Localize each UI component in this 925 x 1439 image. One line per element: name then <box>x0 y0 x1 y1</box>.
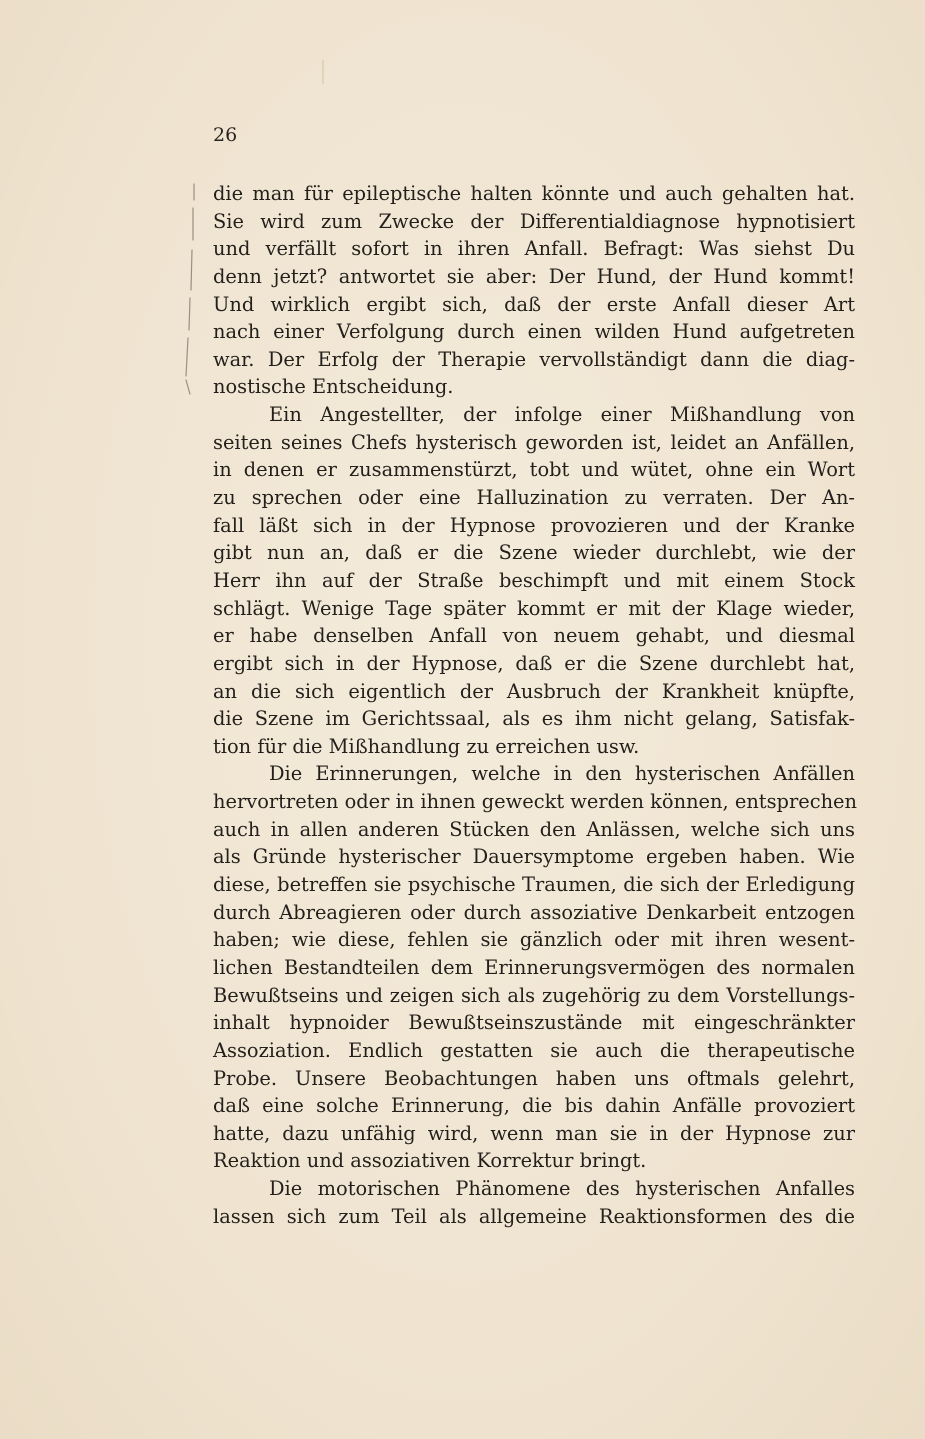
text-line: auch in allen anderen Stücken den Anlässen, welche sich uns <box>213 817 855 841</box>
text-line: diese, betreffen sie psychische Traumen, die sich der Erledigung <box>213 873 855 897</box>
text-line: Reaktion und assoziativen Korrektur bringt. <box>213 1149 647 1173</box>
text-line: die man für epileptische halten könnte und auch gehalten hat. <box>213 182 855 205</box>
text-line: zu sprechen oder eine Halluzination zu verraten. Der An- <box>213 486 855 510</box>
text-line: denn jetzt? antwortet sie aber: Der Hund, der Hund kommt! <box>213 264 855 288</box>
page-number: 26 <box>213 124 238 146</box>
text-line: hatte, dazu unfähig wird, wenn man sie in der Hypnose zur <box>213 1121 855 1145</box>
text-line: Bewußtseins und zeigen sich als zugehörig zu dem Vorstellungs- <box>213 983 855 1007</box>
text-line: nach einer Verfolgung durch einen wilden Hund aufgetreten <box>213 320 855 344</box>
text-line: Herr ihn auf der Straße beschimpft und mit einem Stock <box>213 568 855 592</box>
text-line: nostische Entscheidung. <box>213 375 454 399</box>
text-line: Die motorischen Phänomene des hysterischen Anfalles <box>269 1177 855 1201</box>
text-line: lassen sich zum Teil als allgemeine Reaktionsformen des die <box>213 1204 855 1228</box>
text-line: lichen Bestandteilen dem Erinnerungsvermögen des normalen <box>213 955 855 979</box>
text-line: war. Der Erfolg der Therapie vervollständigt dann die diag- <box>213 347 855 371</box>
text-line: in denen er zusammenstürzt, tobt und wütet, ohne ein Wort <box>213 458 855 482</box>
text-line: gibt nun an, daß er die Szene wieder durchlebt, wie der <box>213 541 855 565</box>
text-line: Sie wird zum Zwecke der Differentialdiagnose hypnotisiert <box>213 209 855 233</box>
text-line: er habe denselben Anfall von neuem gehabt, und diesmal <box>213 624 855 648</box>
text-line: Ein Angestellter, der infolge einer Mißhandlung von <box>269 403 855 427</box>
text-line: Assoziation. Endlich gestatten sie auch die therapeutische <box>213 1038 855 1062</box>
text-line: und verfällt sofort in ihren Anfall. Befragt: Was siehst Du <box>213 237 855 261</box>
paper-crease <box>322 60 324 84</box>
text-line: Und wirklich ergibt sich, daß der erste Anfall dieser Art <box>213 292 855 316</box>
text-line: an die sich eigentlich der Ausbruch der Krankheit knüpfte, <box>213 679 855 703</box>
text-line: inhalt hypnoider Bewußtseinszustände mit eingeschränkter <box>213 1011 855 1035</box>
margin-pencil-mark <box>174 180 204 400</box>
text-line: durch Abreagieren oder durch assoziative Denkarbeit entzogen <box>213 900 855 924</box>
text-line: hervortreten oder in ihnen geweckt werden können, entsprechen <box>213 790 858 814</box>
text-line: daß eine solche Erinnerung, die bis dahin Anfälle provoziert <box>213 1094 855 1118</box>
text-line: Die Erinnerungen, welche in den hysterischen Anfällen <box>269 762 855 786</box>
body-text <box>213 180 858 1230</box>
text-line: fall läßt sich in der Hypnose provozieren und der Kranke <box>213 513 855 537</box>
text-line: Probe. Unsere Beobachtungen haben uns oftmals gelehrt, <box>213 1066 855 1090</box>
text-line: als Gründe hysterischer Dauersymptome ergeben haben. Wie <box>213 845 855 869</box>
text-line: seiten seines Chefs hysterisch geworden ist, leidet an Anfällen, <box>213 430 855 454</box>
text-line: haben; wie diese, fehlen sie gänzlich oder mit ihren wesent- <box>213 928 855 952</box>
text-line: die Szene im Gerichtssaal, als es ihm nicht gelang, Satisfak- <box>213 707 855 731</box>
text-line: tion für die Mißhandlung zu erreichen usw. <box>213 734 640 758</box>
text-line: schlägt. Wenige Tage später kommt er mit der Klage wieder, <box>213 596 855 620</box>
text-line: ergibt sich in der Hypnose, daß er die Szene durchlebt hat, <box>213 651 855 675</box>
